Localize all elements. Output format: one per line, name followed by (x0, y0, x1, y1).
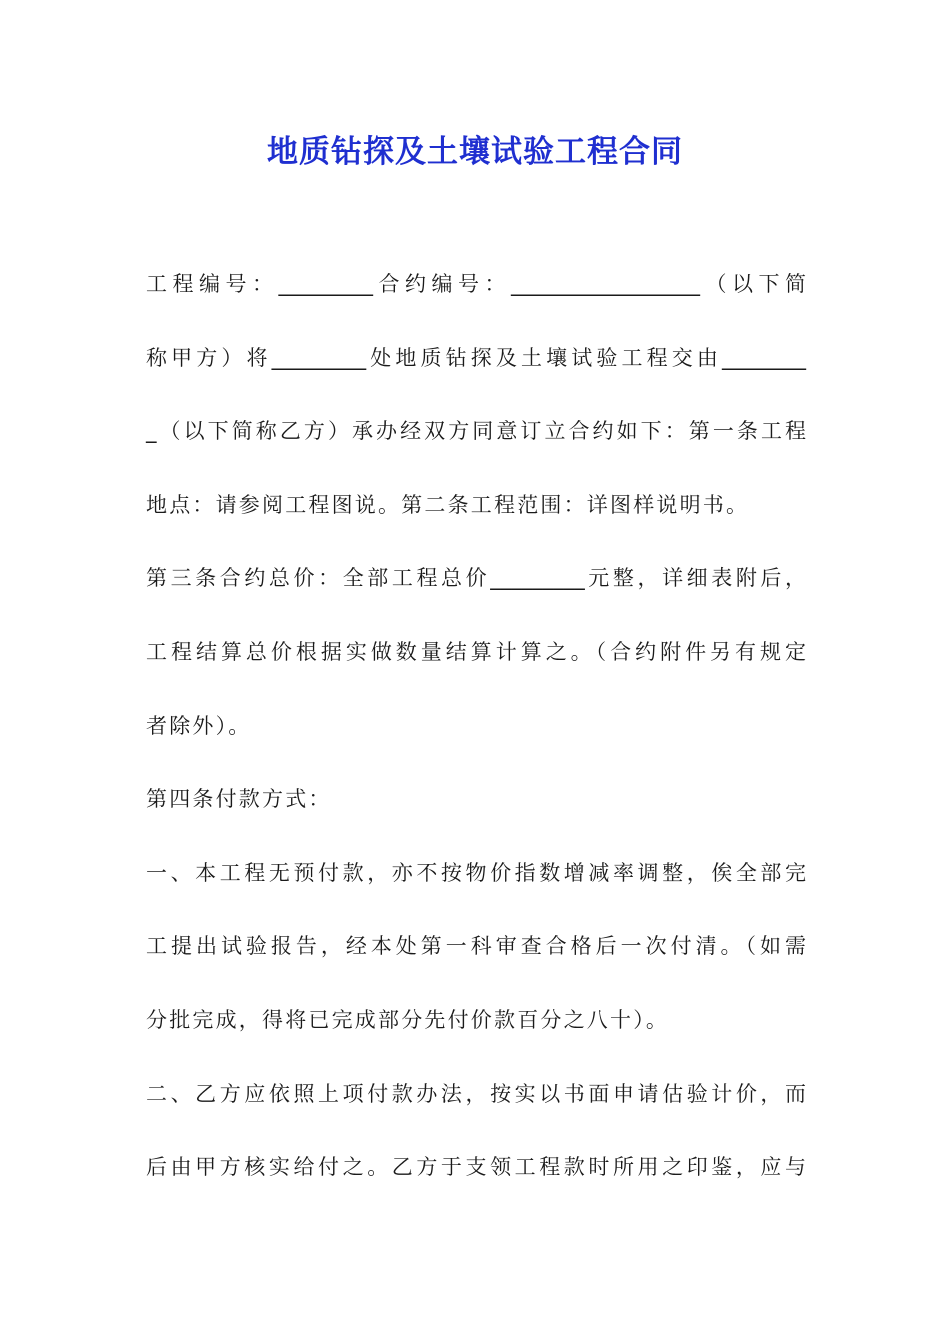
body-line-7: 者除外）。 (146, 713, 252, 738)
body-line-8: 第四条付款方式： (146, 787, 332, 812)
body-line-10: 工提出试验报告，经本处第一科审查合格后一次付清。（如需 (146, 934, 806, 959)
body-line-12: 二、乙方应依照上项付款办法，按实以书面申请估验计价，而 (146, 1081, 806, 1106)
body-line-2: 称甲方）将_________处地质钻探及土壤试验工程交由________ (146, 345, 806, 370)
document-title: 地质钻探及土壤试验工程合同 (267, 134, 683, 170)
body-line-1: 工程编号：_________合约编号：__________________（以下简 (146, 272, 806, 296)
body-line-13: 后由甲方核实给付之。乙方于支领工程款时所用之印鉴，应与 (146, 1155, 806, 1180)
contract-body (146, 259, 806, 1216)
body-line-11: 分批完成，得将已完成部分先付价款百分之八十）。 (146, 1007, 670, 1032)
body-line-4: 地点：请参阅工程图说。第二条工程范围：详图样说明书。 (146, 492, 750, 517)
body-line-3: _（以下简称乙方）承办经双方同意订立合约如下：第一条工程 (146, 419, 806, 444)
body-line-5: 第三条合约总价：全部工程总价_________元整，详细表附后， (146, 566, 806, 591)
body-line-6: 工程结算总价根据实做数量结算计算之。（合约附件另有规定 (146, 639, 806, 664)
body-line-9: 一、本工程无预付款，亦不按物价指数增减率调整，俟全部完 (146, 860, 806, 885)
